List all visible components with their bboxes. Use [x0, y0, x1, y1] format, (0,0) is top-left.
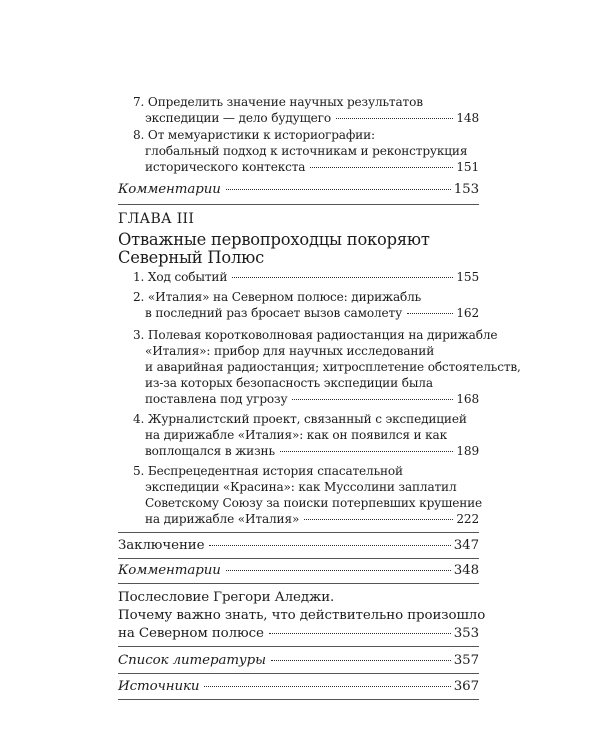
toc-entry-7[interactable]	[145, 111, 479, 125]
toc-entry-3[interactable]	[145, 392, 479, 406]
page-number: 189	[456, 444, 479, 458]
dot-leader	[269, 633, 451, 634]
comments-label: Комментарии	[118, 182, 221, 197]
dot-leader	[310, 167, 453, 168]
toc-entry-3-line-1: 3. Полевая коротковолновая радиостанция на дирижабле	[133, 328, 498, 342]
toc-entry-5-line-4: на дирижабле «Италия»	[145, 512, 300, 526]
toc-entry-8-line-2: глобальный подход к источникам и реконструкция	[145, 144, 468, 158]
toc-entry-5-line-2: экспедиции «Красина»: как Муссолини заплатил	[145, 480, 457, 494]
toc-sources[interactable]	[118, 679, 479, 694]
dot-leader	[336, 118, 453, 119]
toc-entry-4-line-3: воплощался в жизнь	[145, 444, 275, 458]
page-number: 151	[456, 160, 479, 174]
toc-entry-8-line-1: 8. От мемуаристики к историографии:	[133, 128, 375, 142]
page-number: 348	[453, 563, 479, 578]
divider	[118, 583, 479, 584]
dot-leader	[407, 313, 453, 314]
toc-comments-2[interactable]	[118, 563, 479, 578]
page-number: 357	[453, 653, 479, 668]
dot-leader	[280, 451, 453, 452]
toc-entry-4[interactable]	[145, 444, 479, 458]
divider	[118, 673, 479, 674]
comments-label: Комментарии	[118, 563, 221, 578]
toc-entry-5-line-3: Советскому Союзу за поиски потерпевших крушение	[145, 496, 483, 510]
toc-entry-3-line-3: и аварийная радиостанция; хитросплетение обстоятельств,	[145, 360, 521, 374]
dot-leader	[304, 519, 453, 520]
dot-leader	[271, 660, 451, 661]
toc-entry-3-line-4: из-за которых безопасность экспедиции была	[145, 376, 433, 390]
chapter-label: ГЛАВА III	[118, 211, 195, 227]
toc-entry-5[interactable]	[145, 512, 479, 526]
toc-entry-7-line-2: экспедиции — дело будущего	[145, 111, 331, 125]
toc-entry-2[interactable]	[145, 306, 479, 320]
page-number: 353	[453, 626, 479, 641]
page-number: 153	[453, 182, 479, 197]
dot-leader	[226, 570, 451, 571]
toc-bibliography[interactable]	[118, 653, 479, 668]
chapter-title-line-1: Отважные первопроходцы покоряют	[118, 230, 430, 249]
toc-entry-4-line-1: 4. Журналистский проект, связанный с экспедицией	[133, 412, 467, 426]
page-number: 347	[453, 538, 479, 553]
toc-entry-8-line-3: исторического контекста	[145, 160, 306, 174]
toc-entry-1-line-1: 1. Ход событий	[133, 270, 228, 284]
dot-leader	[292, 399, 453, 400]
divider	[118, 532, 479, 533]
dot-leader	[226, 189, 451, 190]
afterword-line-1: Послесловие Грегори Аледжи.	[118, 590, 335, 605]
toc-entry-5-line-1: 5. Беспрецедентная история спасательной	[133, 464, 403, 478]
toc-entry-3-line-5: поставлена под угрозу	[145, 392, 288, 406]
page-number: 222	[456, 512, 479, 526]
toc-comments-1[interactable]	[118, 182, 479, 197]
toc-entry-1[interactable]	[133, 270, 479, 284]
page-number: 148	[456, 111, 479, 125]
divider	[118, 699, 479, 700]
chapter-title-line-2: Северный Полюс	[118, 248, 264, 267]
page-number: 155	[456, 270, 479, 284]
page-number: 168	[456, 392, 479, 406]
page-number: 162	[456, 306, 479, 320]
toc-entry-2-line-1: 2. «Италия» на Северном полюсе: дирижабль	[133, 290, 422, 304]
divider	[118, 558, 479, 559]
afterword-line-2: Почему важно знать, что действительно произошло	[118, 608, 486, 623]
divider	[118, 204, 479, 205]
toc-afterword[interactable]	[118, 626, 479, 641]
dot-leader	[204, 686, 450, 687]
conclusion-label: Заключение	[118, 538, 205, 553]
toc-entry-7-line-1: 7. Определить значение научных результатов	[133, 95, 423, 109]
dot-leader	[232, 277, 453, 278]
sources-label: Источники	[118, 679, 200, 694]
dot-leader	[209, 545, 450, 546]
afterword-line-3: на Северном полюсе	[118, 626, 264, 641]
bibliography-label: Список литературы	[118, 653, 266, 668]
toc-entry-4-line-2: на дирижабле «Италия»: как он появился и как	[145, 428, 448, 442]
toc-entry-2-line-2: в последний раз бросает вызов самолету	[145, 306, 403, 320]
toc-conclusion[interactable]	[118, 538, 479, 553]
divider	[118, 646, 479, 647]
toc-entry-8[interactable]	[145, 160, 479, 174]
toc-entry-3-line-2: «Италия»: прибор для научных исследований	[145, 344, 435, 358]
page-number: 367	[453, 679, 479, 694]
